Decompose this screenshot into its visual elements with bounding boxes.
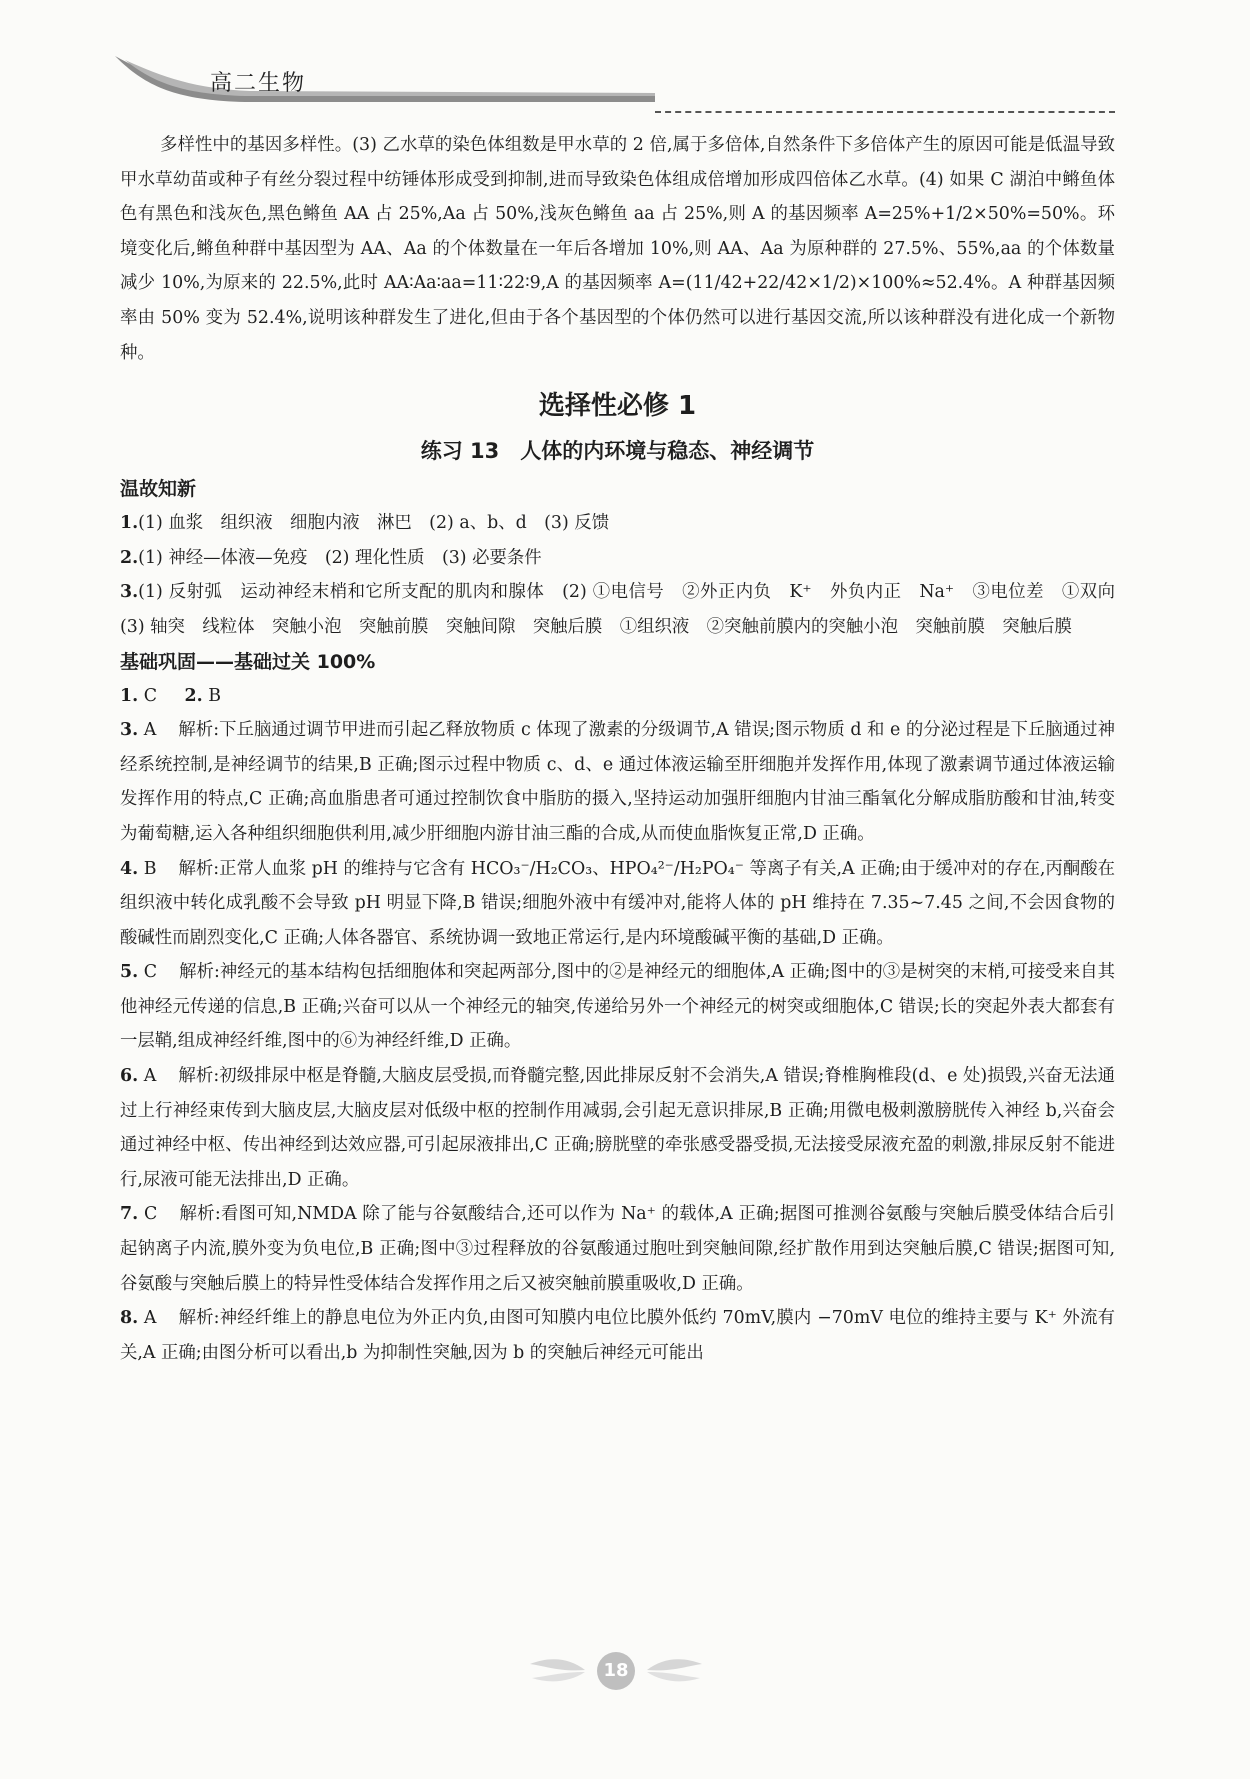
review-heading: 温故知新	[120, 478, 197, 501]
page-number: 18	[597, 1652, 635, 1690]
exercise-title: 练习 13 人体的内环境与稳态、神经调节	[420, 439, 815, 464]
section-title: 选择性必修 1	[538, 391, 697, 422]
analysis-text: 正常人血浆 pH 的维持与它含有 HCO₃⁻/H₂CO₃、HPO₄²⁻/H₂PO₄⁻ 等离子有关,A 正确;由于缓冲对的存在,丙酮酸在组织液中转化成乳酸不会导致 pH 明显下降,B 错误;细胞外液中有缓冲对,能将人体的 pH 维持在 7.35~7.45 之间,不会因食物的酸碱性而剧烈变化,C 正确;人体各器官、系统协调一致地正常运行,是内环境酸碱平衡的基础,D 正确。	[120, 858, 1116, 948]
page-decoration-right	[642, 1650, 712, 1690]
page-decoration-left	[520, 1650, 590, 1690]
answer-letter: A	[143, 1066, 157, 1087]
answer-item	[120, 955, 1115, 1059]
item-number: 6.	[120, 1066, 139, 1087]
answer-letter: C	[143, 1204, 158, 1225]
analysis-label: 解析:	[178, 1308, 220, 1329]
answer-item	[120, 679, 1115, 714]
item-number: 3.	[120, 720, 139, 741]
answer-letter: A	[143, 720, 157, 741]
analysis-text: 看图可知,NMDA 除了能与谷氨酸结合,还可以作为 Na⁺ 的载体,A 正确;据图可推测谷氨酸与突触后膜受体结合后引起钠离子内流,膜外变为负电位,B 正确;图中③过程释放的谷氨酸通过胞吐到突触间隙,经扩散作用到达突触后膜,C 错误;据图可知,谷氨酸与突触后膜上的特异性受体结合发挥作用之后又被突触前膜重吸收,D 正确。	[120, 1204, 1115, 1294]
analysis-label: 解析:	[178, 1066, 220, 1087]
analysis-text: 下丘脑通过调节甲进而引起乙释放物质 c 体现了激素的分级调节,A 错误;图示物质 d 和 e 的分泌过程是下丘脑通过神经系统控制,是神经调节的结果,B 正确;图示过程中物质 c、d、e 通过体液运输至肝细胞并发挥作用,体现了激素调节通过体液运输发挥作用的特点,C 正确;高血脂患者可通过控制饮食中脂肪的摄入,坚持运动加强肝细胞内甘油三酯氧化分解成脂肪酸和甘油,转变为葡萄糖,运入各种组织细胞供利用,减少肝细胞内游甘油三酯的合成,从而使血脂恢复正常,D 正确。	[120, 720, 1116, 844]
answer-item	[120, 1197, 1115, 1301]
item-text: (1) 反射弧 运动神经末梢和它所支配的肌肉和腺体 (2) ①电信号 ②外正内负 K⁺ 外负内正 Na⁺ ③电位差 ①双向 (3) 轴突 线粒体 突触小泡 突触前膜 突触间隙 突触后膜 ①组织液 ②突触前膜内的突触小泡 突触前膜 突触后膜	[120, 582, 1133, 637]
answer-letter: C	[143, 962, 158, 983]
intro-paragraph: 多样性中的基因多样性。(3) 乙水草的染色体组数是甲水草的 2 倍,属于多倍体,自然条件下多倍体产生的原因可能是低温导致甲水草幼苗或种子有丝分裂过程中纺锤体形成受到抑制,进而导致染色体组成倍增加形成四倍体乙水草。(4) 如果 C 湖泊中鳉鱼体色有黑色和浅灰色,黑色鳉鱼 AA 占 25%,Aa 占 50%,浅灰色鳉鱼 aa 占 25%,则 A 的基因频率 A=25%+1/2×50%=50%。环境变化后,鳉鱼种群中基因型为 AA、Aa 的个体数量在一年后各增加 10%,则 AA、Aa 为原种群的 27.5%、55%,aa 的个体数量减少 10%,为原来的 22.5%,此时 AA∶Aa∶aa=11∶22∶9,A 的基因频率 A=(11/42+22/42×1/2)×100%≈52.4%。A 种群基因频率由 50% 变为 52.4%,说明该种群发生了进化,但由于各个基因型的个体仍然可以进行基因交流,所以该种群没有进化成一个新物种。	[120, 135, 1115, 363]
item-text: (1) 血浆 组织液 细胞内液 淋巴 (2) a、b、d (3) 反馈	[138, 513, 610, 534]
analysis-label: 解析:	[179, 1204, 221, 1225]
item-number: 1.	[120, 513, 139, 534]
answer-item	[120, 1059, 1115, 1197]
analysis-label: 解析:	[178, 720, 220, 741]
review-item	[120, 506, 1115, 541]
answer-letter: B	[143, 858, 157, 879]
item-number: 8.	[120, 1308, 139, 1329]
analysis-label: 解析:	[179, 962, 220, 983]
basics-heading: 基础巩固——基础过关 100%	[120, 650, 376, 673]
answer-item	[120, 852, 1115, 956]
answer-letter: C	[143, 685, 157, 706]
review-item	[120, 541, 1115, 576]
item-number: 7.	[120, 1204, 139, 1225]
answer-letter: B	[208, 685, 221, 706]
review-item	[120, 575, 1133, 644]
item-number: 5.	[120, 962, 139, 983]
answer-item	[120, 1301, 1115, 1370]
page-content	[120, 128, 1133, 1370]
answer-letter: A	[143, 1308, 157, 1329]
analysis-label: 解析:	[178, 858, 220, 879]
item-text: (1) 神经—体液—免疫 (2) 理化性质 (3) 必要条件	[138, 547, 542, 568]
header-rule	[655, 111, 1115, 113]
analysis-text: 初级排尿中枢是脊髓,大脑皮层受损,而脊髓完整,因此排尿反射不会消失,A 错误;脊椎胸椎段(d、e 处)损毁,兴奋无法通过上行神经束传到大脑皮层,大脑皮层对低级中枢的控制作用减弱,会引起无意识排尿,B 正确;用微电极刺激膀胱传入神经 b,兴奋会通过神经中枢、传出神经到达效应器,可引起尿液排出,C 正确;膀胱壁的牵张感受器受损,无法接受尿液充盈的刺激,排尿反射不能进行,尿液可能无法排出,D 正确。	[120, 1066, 1116, 1190]
header-decoration	[115, 56, 655, 108]
analysis-text: 神经元的基本结构包括细胞体和突起两部分,图中的②是神经元的细胞体,A 正确;图中的③是树突的末梢,可接受来自其他神经元传递的信息,B 正确;兴奋可以从一个神经元的轴突,传递给另外一个神经元的树突或细胞体,C 错误;长的突起外表大都套有一层鞘,组成神经纤维,图中的⑥为神经纤维,D 正确。	[120, 962, 1115, 1052]
answer-item	[120, 713, 1115, 851]
item-number: 2.	[184, 685, 203, 706]
item-number: 2.	[120, 547, 139, 568]
analysis-text: 神经纤维上的静息电位为外正内负,由图可知膜内电位比膜外低约 70mV,膜内 −70mV 电位的维持主要与 K⁺ 外流有关,A 正确;由图分析可以看出,b 为抑制性突触,因为 b 的突触后神经元可能出	[120, 1308, 1116, 1363]
item-number: 3.	[120, 582, 139, 603]
header-title: 高二生物	[210, 71, 307, 96]
item-number: 1.	[120, 685, 139, 706]
item-number: 4.	[120, 858, 139, 879]
